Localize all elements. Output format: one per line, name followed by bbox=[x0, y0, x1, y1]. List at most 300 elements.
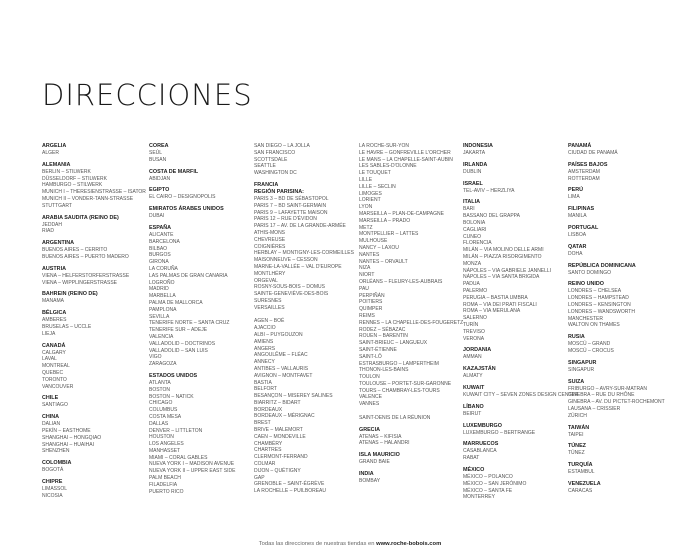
country-group bbox=[568, 244, 668, 258]
directory-column-4 bbox=[359, 143, 464, 490]
store-location: PERPIÑÁN bbox=[359, 292, 385, 299]
country-name: LÍBANO bbox=[463, 403, 484, 410]
country-name: PORTUGAL bbox=[568, 224, 599, 231]
store-location: LAVAL bbox=[42, 356, 57, 363]
store-location: BASSANO DEL GRAPPA bbox=[463, 213, 520, 220]
store-location: TOULOUSE – PORTET-SUR-GARONNE bbox=[359, 380, 452, 387]
store-location: VERSAILLES bbox=[254, 304, 285, 311]
store-location: ALGER bbox=[42, 150, 59, 156]
store-location: FRIBURGO – AVRY-SUR-MATRAN bbox=[568, 385, 647, 392]
country-group bbox=[463, 441, 563, 462]
country-group bbox=[463, 423, 563, 437]
store-location: BARI bbox=[463, 206, 475, 213]
store-location: TURÍN bbox=[463, 321, 479, 328]
store-location: LIEJA bbox=[42, 330, 56, 337]
country-group bbox=[568, 334, 668, 355]
store-location: NUEVA YORK II – UPPER EAST SIDE bbox=[149, 468, 236, 475]
store-location: SANTO DOMINGO bbox=[568, 269, 611, 276]
store-location: MONZA bbox=[463, 260, 482, 267]
country-name: COLOMBIA bbox=[42, 460, 72, 467]
store-location: SEATTLE bbox=[254, 163, 276, 170]
store-location: WALTON ON THAMES bbox=[568, 322, 620, 329]
store-location: ROUEN – BARENTIN bbox=[359, 333, 408, 340]
country-name: TURQUÍA bbox=[568, 462, 593, 469]
store-location: ROSNY-SOUS-BOIS – DOMUS bbox=[254, 284, 325, 291]
directory-column-3 bbox=[254, 143, 354, 500]
store-location: MOSCÚ – GRAND bbox=[568, 341, 611, 348]
country-name: RUSIA bbox=[568, 334, 585, 341]
country-name: GRECIA bbox=[359, 426, 380, 433]
store-location: SURESNES bbox=[254, 297, 282, 304]
country-name: MÉXICO bbox=[463, 466, 485, 473]
store-location: GAP bbox=[254, 474, 265, 481]
country-group bbox=[463, 467, 563, 501]
store-location: GINEBRA – AV. DU PICTET-ROCHEMONT bbox=[568, 399, 665, 406]
store-location: HERBLAY – MONTIGNY-LES-CORMEILLES bbox=[254, 250, 354, 257]
directory-column-2 bbox=[149, 143, 249, 500]
store-location: VALENCIA bbox=[149, 333, 174, 340]
store-location: VIENA – WIPPLINGERSTRASSE bbox=[42, 279, 118, 286]
country-name: FILIPINAS bbox=[568, 206, 595, 213]
country-name: REPÚBLICA DOMINICANA bbox=[568, 262, 636, 269]
country-name: MARRUECOS bbox=[463, 441, 499, 448]
country-name: PANAMÁ bbox=[568, 143, 592, 149]
country-group bbox=[568, 162, 668, 183]
store-location: PEKÍN – EASTHOME bbox=[42, 427, 91, 434]
store-location: MOSCÚ – CROCUS bbox=[568, 347, 614, 354]
website-link[interactable]: www.roche-bobois.com bbox=[376, 541, 442, 547]
country-name: QATAR bbox=[568, 243, 587, 250]
store-location: LIMOGES bbox=[359, 190, 382, 197]
store-location: ROMA – VIA MERULANA bbox=[463, 308, 521, 315]
store-location: MONTLHÉRY bbox=[254, 270, 286, 277]
country-name: ALEMANIA bbox=[42, 161, 71, 168]
store-location: QUEBEC bbox=[42, 369, 64, 376]
store-location: DUBAI bbox=[149, 213, 165, 220]
store-location: LIMASSOL bbox=[42, 485, 68, 492]
store-location: FILADELFIA bbox=[149, 481, 178, 488]
country-group bbox=[463, 347, 563, 361]
store-location: SALERNO bbox=[463, 315, 487, 322]
store-location: PUERTO RICO bbox=[149, 488, 184, 495]
store-location: MILÁN – VIA MOLINO DELLE ARMI bbox=[463, 247, 544, 254]
store-location: CASABLANCA bbox=[463, 448, 497, 455]
country-group bbox=[42, 414, 142, 455]
store-location: VERONA bbox=[463, 335, 485, 342]
store-location: LONDRES – WANDSWORTH bbox=[568, 308, 635, 315]
store-location: BORDEAUX bbox=[254, 406, 283, 413]
store-location: NICOSIA bbox=[42, 492, 63, 499]
country-group bbox=[149, 225, 249, 368]
store-location: BUSAN bbox=[149, 156, 167, 163]
store-location: RABAT bbox=[463, 455, 480, 462]
store-location: ZÚRICH bbox=[568, 412, 587, 419]
store-location: BURGOS bbox=[149, 252, 171, 259]
store-location: DUBLIN bbox=[463, 168, 482, 175]
country-name: BÉLGICA bbox=[42, 310, 67, 317]
store-location: BIARRITZ – BIDART bbox=[254, 399, 301, 406]
store-location: CHEVREUSE bbox=[254, 236, 286, 243]
store-location: BOSTON – NATICK bbox=[149, 393, 194, 400]
store-location: BORDEAUX – MÉRIGNAC bbox=[254, 413, 315, 420]
country-group bbox=[568, 225, 668, 239]
country-name: COREA bbox=[149, 143, 169, 149]
store-location: ANTIBES – VALLAURIS bbox=[254, 365, 309, 372]
country-group bbox=[42, 215, 142, 236]
store-location: MILÁN – PIAZZA RISORGIMENTO bbox=[463, 253, 542, 260]
store-location: NIZA bbox=[359, 265, 371, 272]
store-location: PARIS 9 – LAFAYETTE MAISON bbox=[254, 209, 328, 216]
store-location: VIGO bbox=[149, 354, 162, 361]
store-location: MARNE-LA-VALLÉE – VAL D'EUROPE bbox=[254, 263, 342, 270]
country-group bbox=[149, 143, 249, 164]
store-location: LILLE bbox=[359, 176, 373, 183]
store-location: DALLAS bbox=[149, 420, 169, 427]
country-group bbox=[42, 266, 142, 287]
country-group bbox=[42, 395, 142, 409]
country-group bbox=[463, 199, 563, 342]
store-location: PALM BEACH bbox=[149, 475, 181, 482]
country-name: KUWAIT bbox=[463, 384, 485, 391]
store-location: LISBOA bbox=[568, 231, 587, 238]
country-group bbox=[463, 143, 563, 157]
store-location: MONTPELLIER – LATTES bbox=[359, 231, 419, 238]
store-location: TAIPEI bbox=[568, 431, 584, 438]
country-name: KAZAJSTÁN bbox=[463, 366, 496, 373]
store-location: CIUDAD DE PANAMÁ bbox=[568, 150, 618, 156]
store-location: MUNICH II – VONDER-TANN-STRASSE bbox=[42, 195, 134, 202]
store-location: ATLANTA bbox=[149, 379, 171, 386]
store-location: MARSEILLA – PLAN-DE-CAMPAGNE bbox=[359, 210, 444, 217]
store-location: AMSTERDAM bbox=[568, 168, 600, 175]
store-location: SANTIAGO bbox=[42, 402, 68, 409]
country-name: ESPAÑA bbox=[149, 224, 172, 231]
store-location: VANNES bbox=[359, 401, 380, 408]
store-location: SCOTTSDALE bbox=[254, 156, 288, 163]
store-location: MIAMI – CORAL GABLES bbox=[149, 454, 208, 461]
store-location: PAU bbox=[359, 285, 369, 292]
country-name: BAHREIN (REINO DE) bbox=[42, 291, 98, 298]
store-location: BEIRUT bbox=[463, 410, 482, 417]
store-location: TÚNEZ bbox=[568, 450, 585, 457]
store-location: MULHOUSE bbox=[359, 238, 388, 245]
store-location: GRENOBLE – SAINT-ÉGRÈVE bbox=[254, 481, 325, 488]
country-name: ISRAEL bbox=[463, 180, 483, 187]
store-location: LE HAVRE – GONFREVILLE L'ORCHER bbox=[359, 149, 451, 156]
store-location: LE MANS – LA CHAPELLE-SAINT-AUBIN bbox=[359, 156, 453, 163]
store-location: STUTTGART bbox=[42, 202, 72, 209]
store-location: ATENAS – HALANDRI bbox=[359, 440, 410, 447]
store-location: ATHIS-MONS bbox=[254, 229, 286, 236]
store-location: VANCOUVER bbox=[42, 383, 74, 390]
country-name: IRLANDA bbox=[463, 161, 488, 168]
store-location: LOGROÑO bbox=[149, 279, 175, 286]
store-location: SHANGHAI – HUAIHAI bbox=[42, 441, 94, 448]
country-name: CHILE bbox=[42, 395, 59, 402]
country-group bbox=[568, 443, 668, 457]
directory-columns bbox=[0, 143, 700, 538]
store-location: JAKARTA bbox=[463, 150, 486, 156]
store-location: AMBERES bbox=[42, 317, 67, 324]
store-location: CALGARY bbox=[42, 349, 66, 356]
country-group bbox=[42, 479, 142, 500]
country-name: REINO UNIDO bbox=[568, 281, 604, 288]
store-location: LONDRES – CHELSEA bbox=[568, 288, 622, 295]
store-location: PALERMO bbox=[463, 287, 488, 294]
country-name: CHIPRE bbox=[42, 478, 63, 485]
country-name: TÚNEZ bbox=[568, 443, 586, 450]
store-location: ZARAGOZA bbox=[149, 361, 177, 368]
store-location: VIENA – HELFERSTORFERSTRASSE bbox=[42, 272, 130, 279]
store-location: POITIERS bbox=[359, 299, 383, 306]
country-name: FRANCIA bbox=[254, 181, 279, 188]
country-name: ISLA MAURICIO bbox=[359, 452, 400, 459]
store-location: KUWAIT CITY – SEVEN ZONES DESIGN CENTER bbox=[463, 391, 579, 398]
store-location: SAINT-ÉTIENNE bbox=[359, 346, 397, 353]
store-location: GRAND BAIE bbox=[359, 459, 390, 466]
store-location: ANNECY bbox=[254, 359, 275, 366]
country-group bbox=[568, 462, 668, 476]
store-location: CARACAS bbox=[568, 487, 593, 494]
store-location: BUENOS AIRES – PUERTO MADERO bbox=[42, 253, 129, 260]
store-location: COSTA MESA bbox=[149, 413, 182, 420]
store-location: GINEBRA – RUE DU RHÔNE bbox=[568, 392, 635, 399]
directory-column-1 bbox=[42, 143, 146, 505]
store-location: NUEVA YORK I – MADISON AVENUE bbox=[149, 461, 235, 468]
store-location: RIAD bbox=[42, 228, 54, 235]
store-location: THONON-LES-BAINS bbox=[359, 367, 409, 374]
store-location: COLMAR bbox=[254, 461, 276, 468]
store-location: LONDRES – KENSINGTON bbox=[568, 301, 631, 308]
country-group bbox=[359, 143, 464, 422]
store-location: NÁPOLES – VIA GABRIELE JANNELLI bbox=[463, 267, 552, 274]
country-group bbox=[149, 206, 249, 220]
store-location: MÉXICO – SANTA FE bbox=[463, 487, 513, 494]
country-name: PAÍSES BAJOS bbox=[568, 161, 608, 168]
store-location: ORGEVAL bbox=[254, 277, 278, 284]
store-location: ALMATY bbox=[463, 373, 483, 380]
store-location: NÁPOLES – VIA SANTA BRIGIDA bbox=[463, 274, 540, 281]
country-group bbox=[359, 427, 459, 448]
country-name: AUSTRIA bbox=[42, 265, 66, 272]
store-location: EL CAIRO – DESIGNOPOLIS bbox=[149, 194, 216, 201]
store-location: NANTES – ORVAULT bbox=[359, 258, 408, 265]
store-location: PADUA bbox=[463, 281, 480, 288]
store-location: ALICANTE bbox=[149, 231, 174, 238]
country-group bbox=[42, 343, 142, 391]
store-location: SAN DIEGO – LA JOLLA bbox=[254, 143, 310, 149]
store-location: TOURS – CHAMBRAY-LES-TOURS bbox=[359, 387, 440, 394]
store-location: BREST bbox=[254, 420, 271, 427]
store-location: ROMA – VIA DEI PRATI FISCALI bbox=[463, 301, 537, 308]
store-location: PAMPLONA bbox=[149, 306, 177, 313]
store-location: BOMBAY bbox=[359, 478, 381, 485]
store-location: ALBI – PUYGOUZON bbox=[254, 331, 303, 338]
store-location: AJACCIO bbox=[254, 325, 276, 332]
store-location: CHARTRES bbox=[254, 447, 282, 454]
store-location: DENVER – LITTLETON bbox=[149, 427, 203, 434]
store-location: MARSEILLA – PRADO bbox=[359, 217, 411, 224]
store-location: ESTRASBURGO – LAMPERTHEIM bbox=[359, 360, 439, 367]
store-location: BRUSELAS – UCCLE bbox=[42, 323, 92, 330]
country-group bbox=[42, 460, 142, 474]
store-location: MÉXICO – SAN JERÓNIMO bbox=[463, 480, 527, 487]
store-location: PARIS 3 – BD DE SÉBASTOPOL bbox=[254, 195, 329, 202]
store-location: SAINT-DENIS DE LA RÉUNION bbox=[359, 414, 431, 421]
country-group bbox=[463, 404, 563, 418]
country-name: ARGELIA bbox=[42, 143, 67, 149]
store-location: MUNICH I – THERESIENSTRASSE – ISATOR bbox=[42, 189, 146, 196]
store-location: NANCY – LAXOU bbox=[359, 244, 399, 251]
store-location: ANGERS bbox=[254, 345, 276, 352]
store-location: BILBAO bbox=[149, 245, 168, 252]
country-name: INDIA bbox=[359, 471, 374, 478]
country-name: ARABIA SAUDITA (REINO DE) bbox=[42, 214, 119, 221]
store-location: SEÚL bbox=[149, 150, 163, 156]
page-title: DIRECCIONES bbox=[42, 78, 253, 112]
store-location: ATENAS – KIFISIA bbox=[359, 433, 402, 440]
store-location: HOUSTON bbox=[149, 434, 174, 441]
store-location: DALIAN bbox=[42, 421, 61, 428]
store-location: SHENZHEN bbox=[42, 448, 70, 455]
store-location: LOS ANGELES bbox=[149, 441, 184, 448]
store-location: LORIENT bbox=[359, 197, 381, 204]
store-location: TOULON bbox=[359, 374, 380, 381]
store-location: COIGNIÈRES bbox=[254, 243, 286, 250]
store-location: LA ROCHELLE – PUILBOREAU bbox=[254, 488, 326, 495]
store-location: TENERIFE NORTE – SANTA CRUZ bbox=[149, 320, 230, 327]
store-location: NIORT bbox=[359, 272, 375, 279]
store-location: BELFORT bbox=[254, 386, 277, 393]
store-location: REIMS bbox=[359, 312, 375, 319]
store-location: LAUSANA – CRISSIER bbox=[568, 405, 621, 412]
store-location: DOHA bbox=[568, 250, 583, 257]
country-name: SINGAPUR bbox=[568, 359, 597, 366]
country-group bbox=[568, 379, 668, 420]
country-name: CHINA bbox=[42, 414, 60, 421]
store-location: AMIENS bbox=[254, 338, 274, 345]
country-group bbox=[568, 360, 668, 374]
country-group bbox=[149, 169, 249, 183]
store-location: CAGLIARI bbox=[463, 226, 487, 233]
country-group bbox=[568, 481, 668, 495]
country-name: EGIPTO bbox=[149, 187, 170, 194]
store-location: ABIDJAN bbox=[149, 175, 171, 182]
country-group bbox=[254, 143, 354, 177]
store-location: MANILA bbox=[568, 213, 587, 220]
store-location: ESTAMBUL bbox=[568, 469, 595, 476]
store-location: METZ bbox=[359, 224, 373, 231]
country-group bbox=[42, 143, 142, 157]
store-location: AGEN – BOÉ bbox=[254, 318, 285, 325]
country-name: COSTA DE MARFIL bbox=[149, 168, 199, 175]
country-group bbox=[463, 384, 579, 399]
store-location: VALLADOLID – DOCTRINOS bbox=[149, 340, 216, 347]
store-location: LAS PALMAS DE GRAN CANARIA bbox=[149, 272, 228, 279]
store-location: MANCHESTER bbox=[568, 315, 604, 322]
country-name: SUIZA bbox=[568, 378, 585, 385]
store-location: ANGOULÊME – FLÉAC bbox=[254, 352, 308, 359]
store-location: JEDDAH bbox=[42, 221, 63, 228]
store-location: MANAMA bbox=[42, 298, 64, 305]
store-location: CLERMONT-FERRAND bbox=[254, 454, 308, 461]
country-name: ESTADOS UNIDOS bbox=[149, 372, 198, 379]
store-location: MÉXICO – POLANCO bbox=[463, 473, 513, 480]
store-location: LYON bbox=[359, 204, 373, 211]
region-name: REGIÓN PARISINA: bbox=[254, 188, 304, 195]
country-group bbox=[359, 452, 459, 466]
store-location: RENNES – LA CHAPELLE-DES-FOUGERETZ bbox=[359, 319, 464, 326]
country-group bbox=[149, 187, 249, 201]
country-name: EMIRATOS ÁRABES UNIDOS bbox=[149, 206, 224, 213]
store-location: LILLE – SECLIN bbox=[359, 183, 396, 190]
store-location: MAISONNEUVE – CESSON bbox=[254, 257, 318, 264]
store-location: TEL-AVIV – HERZLIYA bbox=[463, 187, 515, 194]
store-location: BERLIN – STILWERK bbox=[42, 168, 91, 175]
store-location: AMMAN bbox=[463, 354, 482, 361]
country-group bbox=[568, 187, 668, 201]
store-location: ROTTERDAM bbox=[568, 175, 600, 182]
store-location: MONTERREY bbox=[463, 494, 495, 501]
footer-note bbox=[0, 541, 700, 547]
store-location: SAINTE-GENEVIÈVE-DES-BOIS bbox=[254, 291, 329, 298]
store-location: NANTES bbox=[359, 251, 380, 258]
store-location: ORLÉANS – FLEURY-LES-AUBRAIS bbox=[359, 278, 443, 285]
store-location: VALLADOLID – SAN LUIS bbox=[149, 347, 208, 354]
store-location: BOSTON bbox=[149, 386, 171, 393]
store-location: BRIVE – MALEMORT bbox=[254, 427, 303, 434]
store-location: BUENOS AIRES – CERRITO bbox=[42, 247, 108, 254]
store-location: MADRID bbox=[149, 286, 169, 293]
store-location: FLORENCIA bbox=[463, 240, 492, 247]
country-group bbox=[42, 291, 142, 305]
store-location: SAN FRANCISCO bbox=[254, 149, 296, 156]
country-name: VENEZUELA bbox=[568, 480, 601, 487]
store-location: CUNEO bbox=[463, 233, 482, 240]
country-group bbox=[568, 263, 668, 277]
store-location: BOGOTÁ bbox=[42, 467, 64, 474]
store-location: MANHASSET bbox=[149, 447, 181, 454]
store-location: WASHINGTON DC bbox=[254, 170, 297, 177]
store-location: SAINT-BRIEUC – LANGUEUX bbox=[359, 340, 428, 347]
store-location: BARCELONA bbox=[149, 238, 180, 245]
country-name: INDONESIA bbox=[463, 143, 493, 149]
store-location: MONTREAL bbox=[42, 363, 70, 370]
store-location: LES SABLES-D'OLONNE bbox=[359, 163, 417, 170]
country-group bbox=[463, 366, 563, 380]
store-location: BASTIA bbox=[254, 379, 272, 386]
store-location: BESANÇON – MISEREY SALINES bbox=[254, 393, 333, 400]
store-location: TENERIFE SUR – ADEJE bbox=[149, 327, 208, 334]
country-group bbox=[42, 310, 142, 337]
store-location: QUIMPER bbox=[359, 306, 383, 313]
country-group bbox=[568, 143, 668, 157]
country-name: JORDANIA bbox=[463, 347, 492, 354]
country-group bbox=[254, 182, 354, 495]
store-location: CHICAGO bbox=[149, 400, 173, 407]
country-group bbox=[568, 425, 668, 439]
store-location: VALENCE bbox=[359, 394, 382, 401]
store-location: COLUMBUS bbox=[149, 407, 178, 414]
store-location: TORONTO bbox=[42, 376, 67, 383]
store-location: LUXEMBURGO – BERTRANGE bbox=[463, 429, 536, 436]
store-location: GIRONA bbox=[149, 259, 169, 266]
store-location: LONDRES – HAMPSTEAD bbox=[568, 295, 629, 302]
country-name: TAIWÁN bbox=[568, 424, 590, 431]
store-location: TREVISO bbox=[463, 328, 485, 335]
country-name: PERÚ bbox=[568, 187, 583, 194]
country-group bbox=[42, 161, 146, 210]
